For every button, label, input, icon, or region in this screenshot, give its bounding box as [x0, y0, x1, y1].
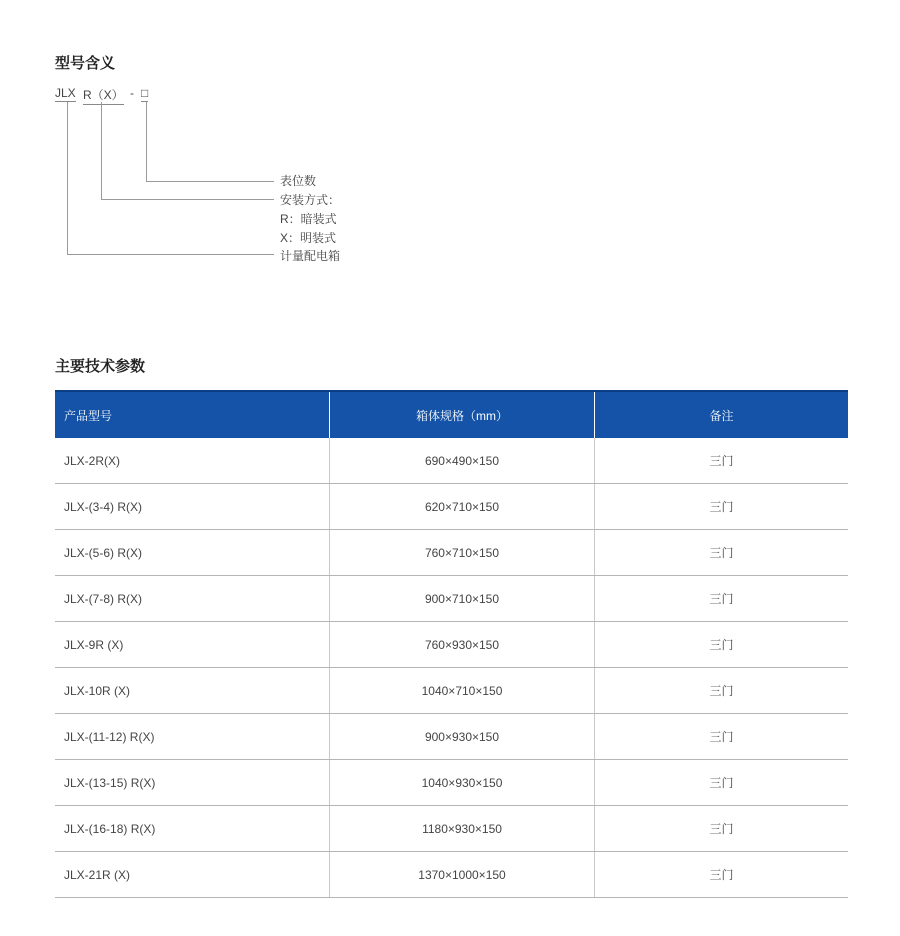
tech-params-title: 主要技术参数 [55, 358, 146, 375]
cell-size: 1040×930×150 [330, 760, 595, 806]
table-row [55, 806, 848, 852]
desc-x-type: X：明装式 [280, 231, 337, 245]
table-row [55, 530, 848, 576]
cell-note: 三门 [595, 622, 849, 668]
desc-box-type: 计量配电箱 [280, 249, 341, 263]
table-row [55, 714, 848, 760]
model-code-install: R（X） [83, 86, 124, 105]
cell-size: 620×710×150 [330, 484, 595, 530]
desc-install-method: 安装方式： [280, 193, 341, 207]
header-model: 产品型号 [55, 391, 330, 438]
cell-model: JLX-(16-18) R(X) [55, 806, 330, 852]
table-row [55, 852, 848, 898]
cell-note: 三门 [595, 714, 849, 760]
cell-model: JLX-(7-8) R(X) [55, 576, 330, 622]
leader-line-series-vertical [67, 102, 68, 254]
leader-line-install-horizontal [101, 199, 274, 200]
cell-note: 三门 [595, 576, 849, 622]
leader-line-digits-vertical [146, 102, 147, 181]
cell-model: JLX-2R(X) [55, 438, 330, 484]
cell-size: 690×490×150 [330, 438, 595, 484]
cell-model: JLX-(11-12) R(X) [55, 714, 330, 760]
cell-size: 900×710×150 [330, 576, 595, 622]
cell-note: 三门 [595, 806, 849, 852]
table-row [55, 576, 848, 622]
cell-note: 三门 [595, 852, 849, 898]
table-row [55, 484, 848, 530]
table-header-row [55, 391, 848, 438]
model-code-dash: - [130, 86, 134, 100]
cell-size: 760×930×150 [330, 622, 595, 668]
cell-note: 三门 [595, 760, 849, 806]
header-size: 箱体规格（mm） [330, 391, 595, 438]
desc-r-type: R：暗装式 [280, 212, 337, 226]
desc-digits: 表位数 [280, 174, 317, 188]
table-row [55, 760, 848, 806]
table-row [55, 668, 848, 714]
cell-model: JLX-(13-15) R(X) [55, 760, 330, 806]
cell-model: JLX-10R (X) [55, 668, 330, 714]
table-row [55, 622, 848, 668]
cell-note: 三门 [595, 484, 849, 530]
cell-size: 1040×710×150 [330, 668, 595, 714]
cell-size: 1370×1000×150 [330, 852, 595, 898]
cell-note: 三门 [595, 438, 849, 484]
cell-note: 三门 [595, 668, 849, 714]
cell-model: JLX-(5-6) R(X) [55, 530, 330, 576]
cell-size: 900×930×150 [330, 714, 595, 760]
spec-table [55, 390, 848, 898]
model-code-series: JLX [55, 86, 76, 100]
header-note: 备注 [595, 391, 849, 438]
leader-line-series-horizontal [67, 254, 274, 255]
cell-model: JLX-21R (X) [55, 852, 330, 898]
leader-line-digits-horizontal [146, 181, 274, 182]
cell-size: 760×710×150 [330, 530, 595, 576]
cell-size: 1180×930×150 [330, 806, 595, 852]
cell-model: JLX-(3-4) R(X) [55, 484, 330, 530]
leader-line-install-vertical [101, 102, 102, 199]
model-meaning-title: 型号含义 [55, 55, 116, 72]
cell-model: JLX-9R (X) [55, 622, 330, 668]
model-code-digits: □ [141, 86, 149, 100]
cell-note: 三门 [595, 530, 849, 576]
table-row [55, 438, 848, 484]
